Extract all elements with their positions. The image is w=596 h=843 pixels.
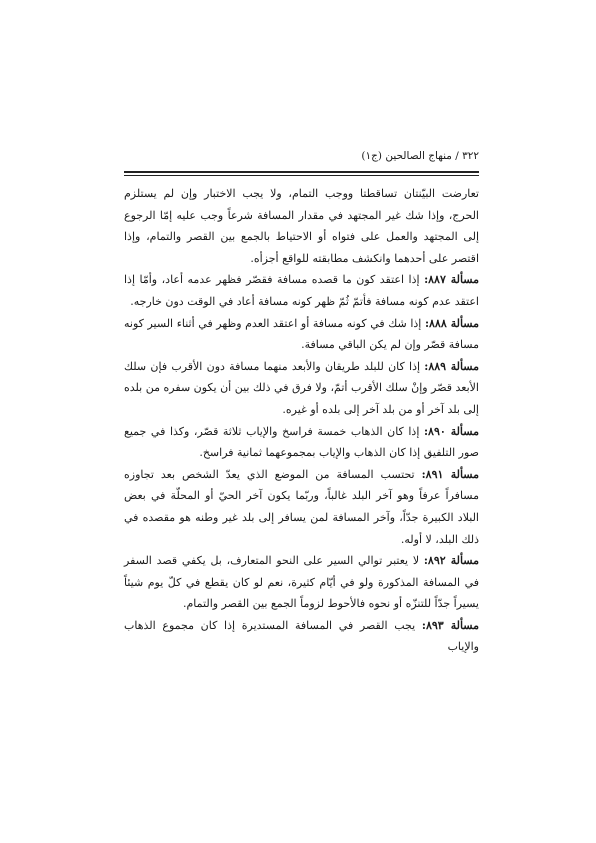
paragraph-issue-892 — [124, 550, 479, 615]
header-rule-thin — [124, 175, 479, 176]
header-rule-thick — [124, 171, 479, 173]
paragraph-text: إذا شك في كونه مسافة أو اعتقد العدم وظهر في أثناء السير كونه مسافة قصّر وإن لم يكن الباقي مسافة. — [124, 316, 479, 352]
paragraph-text: تعارضت البيّنتان تساقطتا ووجب التمام، ولا يجب الاختبار وإن لم يستلزم الحرج، وإذا شك غير المجتهد في مقدار المسافة شرعاً وجب عليه إمّا الرجوع إلى المجتهد والعمل على فتواه أو الاحتياط بالجمع بين القصر والتمام، وإذا اقتصر على أحدهما وانكشف مطابقته للواقع أجزأه. — [124, 187, 479, 265]
paragraph-intro — [124, 183, 479, 269]
paragraph-text: لا يعتبر توالي السير على النحو المتعارف، بل يكفي قصد السفر في المسافة المذكورة ولو في أيّام كثيرة، نعم لو كان يقطع في كلّ يوم شيئاً يسيراً جدّاً للتنزّه أو نحوه فالأحوط لزوماً الجمع بين القصر والتمام. — [124, 554, 479, 611]
issue-label: مسألة ٨٩٢: — [423, 554, 480, 568]
paragraph-text: يجب القصر في المسافة المستديرة إذا كان مجموع الذهاب والإياب — [124, 618, 479, 654]
paragraph-issue-887 — [124, 269, 479, 312]
issue-label: مسألة ٨٩٠: — [423, 424, 479, 438]
issue-label: مسألة ٨٨٧: — [424, 273, 479, 287]
paragraph-issue-890 — [124, 421, 479, 464]
paragraph-text: إذا اعتقد كون ما قصده مسافة فقصّر فظهر عدمه أعاد، وأمّا إذا اعتقد عدم كونه مسافة فأتمّ ثُمّ ظهر كونه مسافة أعاد في الوقت دون خارجه. — [124, 273, 479, 308]
issue-label: مسألة ٨٨٩: — [424, 359, 479, 373]
page-header: ٣٢٢ / منهاج الصالحين (ج١) — [361, 150, 479, 162]
issue-label: مسألة ٨٩٣: — [421, 618, 480, 632]
issue-label: مسألة ٨٩١: — [421, 467, 479, 481]
issue-label: مسألة ٨٨٨: — [424, 316, 479, 330]
paragraph-issue-889 — [124, 356, 479, 421]
paragraph-text: إذا كان الذهاب خمسة فراسخ والإياب ثلاثة قصّر، وكذا في جميع صور التلفيق إذا كان الذهاب والإياب بمجموعهما ثمانية فراسخ. — [124, 424, 479, 460]
page-body — [124, 183, 479, 658]
paragraph-text: تحتسب المسافة من الموضع الذي يعدّ الشخص بعد تجاوزه مسافراً عرفاً وهو آخر البلد غالباً، وربّما يكون آخر الحيّ أو المحلّة في بعض البلاد الكبيرة جدّاً، وآخر المسافة لمن يسافر إلى بلد غير وطنه هو مقصده في ذلك البلد، لا أوله. — [124, 467, 479, 546]
paragraph-issue-891 — [124, 464, 479, 550]
paragraph-issue-893 — [124, 615, 479, 658]
paragraph-text: إذا كان للبلد طريقان والأبعد منهما مسافة دون الأقرب فإن سلك الأبعد قصّر وإنْ سلك الأقرب أتمّ، ولا فرق في ذلك بين أن يكون سفره من بلده إلى بلد آخر أو من بلد آخر إلى بلده أو غيره. — [124, 359, 479, 416]
paragraph-issue-888 — [124, 313, 479, 356]
